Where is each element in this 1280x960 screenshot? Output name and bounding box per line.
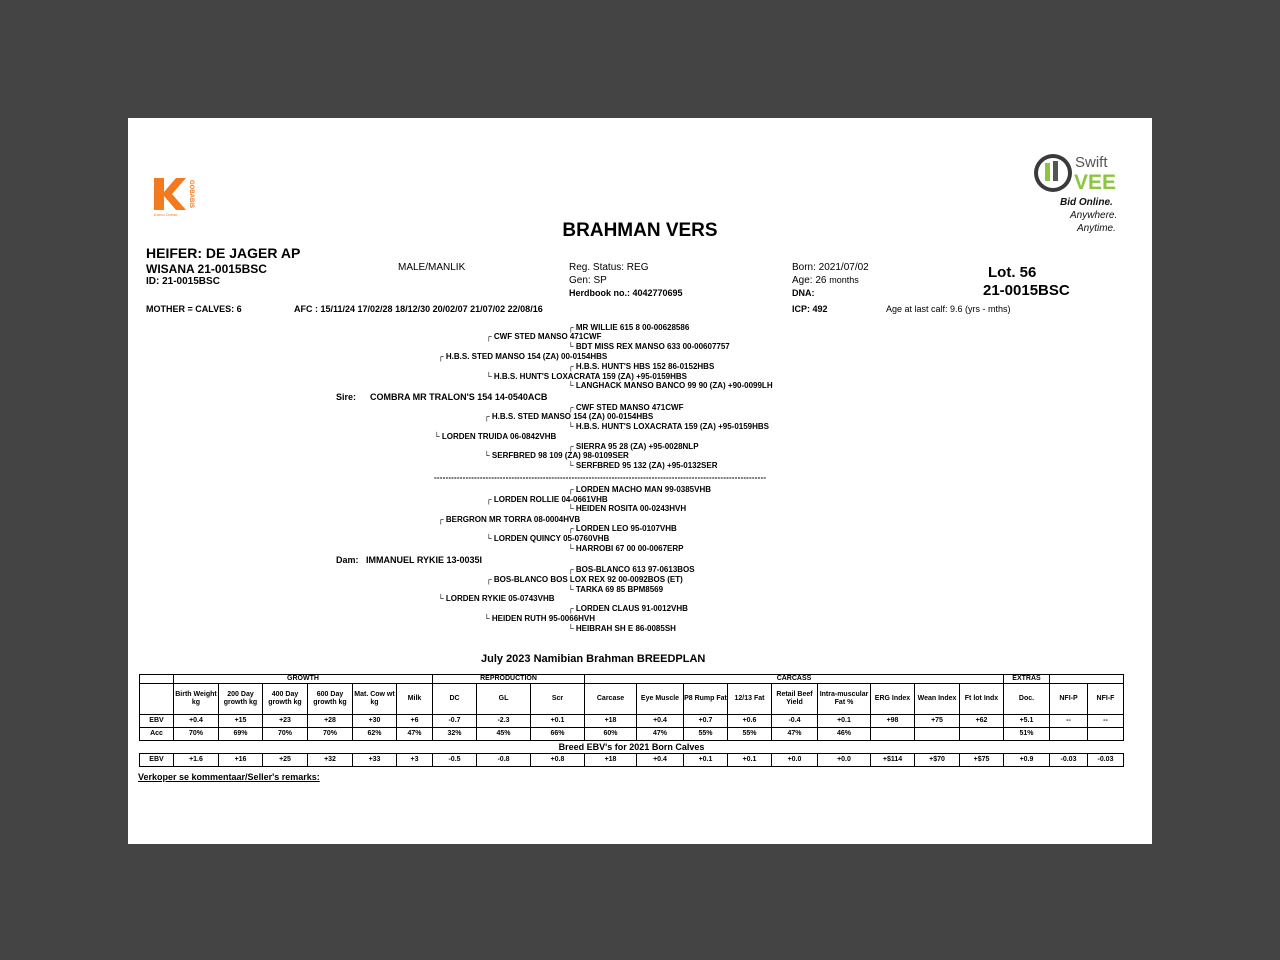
column-header: NFI-F [1088, 684, 1124, 715]
table-cell: 45% [477, 728, 531, 741]
pedigree-line: ┌ CWF STED MANSO 471CWF [568, 403, 684, 412]
group-header: EXTRAS [1004, 675, 1050, 684]
lot-number: Lot. 56 [988, 264, 1037, 281]
group-header [1050, 675, 1124, 684]
table-cell: -0.5 [433, 754, 477, 767]
pedigree-line: ┌ SIERRA 95 28 (ZA) +95-0028NLP [568, 442, 699, 451]
group-header: GROWTH [174, 675, 433, 684]
pedigree-line: └ H.B.S. HUNT'S LOXACRATA 159 (ZA) +95-0159HBS [568, 422, 770, 431]
table-cell: +75 [915, 715, 960, 728]
animal-sex: MALE/MANLIK [398, 262, 466, 273]
mother-calves: MOTHER = CALVES: 6 [146, 304, 242, 314]
dna: DNA: [792, 288, 815, 298]
column-header: 12/13 Fat [728, 684, 772, 715]
pedigree-line: ┌ H.B.S. HUNT'S HBS 152 86-0152HBS [568, 362, 715, 371]
pedigree-line: ┌ BERGRON MR TORRA 08-0004HVB [438, 515, 581, 524]
table-cell: +5.1 [1004, 715, 1050, 728]
pedigree-line: ┌ MR WILLIE 615 8 00-00628586 [568, 323, 690, 332]
table-cell: +0.9 [1004, 754, 1050, 767]
pedigree-line: └ HEIDEN ROSITA 00-0243HVH [568, 504, 687, 513]
pedigree-line: └ LORDEN RYKIE 05-0743VHB [438, 594, 555, 603]
table-row [140, 715, 1124, 728]
table-cell: 46% [818, 728, 871, 741]
column-header: Ft lot Indx [960, 684, 1004, 715]
column-header: 600 Day growth kg [308, 684, 353, 715]
table-cell: +15 [219, 715, 263, 728]
table-cell: +18 [585, 715, 637, 728]
breedplan-title: July 2023 Namibian Brahman BREEDPLAN [481, 653, 706, 665]
table-cell: +6 [397, 715, 433, 728]
table-cell: +28 [308, 715, 353, 728]
table-cell: +32 [308, 754, 353, 767]
table-cell: +0.1 [684, 754, 728, 767]
sire-name: COMBRA MR TRALON'S 154 14-0540ACB [370, 392, 548, 402]
pedigree-line: └ SERFBRED 95 132 (ZA) +95-0132SER [568, 461, 718, 470]
dam-label: Dam: [336, 555, 359, 565]
table-cell: +1.6 [174, 754, 219, 767]
group-header: CARCASS [585, 675, 1004, 684]
svg-text:Bid Online.: Bid Online. [1060, 197, 1113, 208]
table-row [140, 728, 1124, 741]
pedigree-line: └ H.B.S. HUNT'S LOXACRATA 159 (ZA) +95-0159HBS [486, 372, 688, 381]
born-date: Born: 2021/07/02 [792, 262, 869, 273]
document-title: BRAHMAN VERS [562, 220, 718, 241]
pedigree-line: ┌ H.B.S. STED MANSO 154 (ZA) 00-0154HBS [438, 352, 608, 361]
pedigree-line: └ BDT MISS REX MANSO 633 00-00607757 [568, 342, 730, 351]
column-header: Scr [531, 684, 585, 715]
table-cell [960, 728, 1004, 741]
table-cell: -0.03 [1050, 754, 1088, 767]
column-header: P8 Rump Fat [684, 684, 728, 715]
table-cell: +25 [263, 754, 308, 767]
pedigree-line: └ LORDEN QUINCY 05-0760VHB [486, 534, 610, 543]
column-header: 200 Day growth kg [219, 684, 263, 715]
lot-id: 21-0015BSC [983, 282, 1070, 299]
pedigree-line: └ SERFBRED 98 109 (ZA) 98-0109SER [484, 451, 629, 460]
table-cell: 70% [263, 728, 308, 741]
table-cell: +0.6 [728, 715, 772, 728]
table-cell: EBV [140, 715, 174, 728]
svg-text:Karoo Ochse: Karoo Ochse [154, 212, 178, 217]
column-header-row [140, 684, 1124, 715]
seller-remarks-label: Verkoper se kommentaar/Seller's remarks: [138, 772, 320, 782]
table-cell: 70% [308, 728, 353, 741]
column-header: Eye Muscle [637, 684, 684, 715]
breed-row [140, 754, 1124, 767]
heifer-label: HEIFER: DE JAGER AP [146, 245, 301, 261]
pedigree-line: └ HARROBI 67 00 00-0067ERP [568, 544, 684, 553]
table-cell [1050, 728, 1088, 741]
pedigree-line: ┌ H.B.S. STED MANSO 154 (ZA) 00-0154HBS [484, 412, 654, 421]
table-cell: +3 [397, 754, 433, 767]
column-header: DC [433, 684, 477, 715]
table-cell: -0.4 [772, 715, 818, 728]
table-cell: +62 [960, 715, 1004, 728]
table-cell: -- [1050, 715, 1088, 728]
table-cell [915, 728, 960, 741]
column-header: Retail Beef Yield [772, 684, 818, 715]
table-cell: +16 [219, 754, 263, 767]
table-cell: EBV [140, 754, 174, 767]
table-cell: Acc [140, 728, 174, 741]
table-cell: +30 [353, 715, 397, 728]
dam-name: IMMANUEL RYKIE 13-0035I [366, 555, 483, 565]
table-cell [871, 728, 915, 741]
pedigree-line: ┌ LORDEN CLAUS 91-0012VHB [568, 604, 688, 613]
breed-title-row [140, 741, 1124, 754]
table-cell: +$114 [871, 754, 915, 767]
pedigree-line: └ LANGHACK MANSO BANCO 99 90 (ZA) +90-0099LH [568, 381, 773, 390]
table-cell: -0.03 [1088, 754, 1124, 767]
column-header: ERG Index [871, 684, 915, 715]
table-cell: 47% [397, 728, 433, 741]
pedigree-line: ┌ LORDEN MACHO MAN 99-0385VHB [568, 485, 712, 494]
table-cell: 66% [531, 728, 585, 741]
pedigree-line: ┌ LORDEN LEO 95-0107VHB [568, 524, 677, 533]
column-header: Milk [397, 684, 433, 715]
pedigree-separator: -------------------------------------------------------------------------------------------------------------------- [434, 473, 767, 482]
table-cell: +18 [585, 754, 637, 767]
breed-ebv-title: Breed EBV's for 2021 Born Calves [140, 741, 1124, 754]
column-header: 400 Day growth kg [263, 684, 308, 715]
column-header: Wean Index [915, 684, 960, 715]
table-cell: 32% [433, 728, 477, 741]
table-cell: +0.1 [531, 715, 585, 728]
age-value: Age: 26 [792, 275, 827, 286]
document-sheet [128, 118, 1152, 844]
pedigree-line: ┌ BOS-BLANCO BOS LOX REX 92 00-0092BOS (ET) [486, 575, 683, 584]
svg-text:Anytime.: Anytime. [1077, 223, 1116, 234]
table-cell: +0.8 [531, 754, 585, 767]
table-cell: +23 [263, 715, 308, 728]
column-header: NFI-P [1050, 684, 1088, 715]
group-header [140, 675, 174, 684]
age-last-calf: Age at last calf: 9.6 (yrs - mths) [886, 304, 1011, 314]
table-cell: +0.4 [637, 754, 684, 767]
table-cell: +0.7 [684, 715, 728, 728]
table-cell: +$75 [960, 754, 1004, 767]
table-cell: 47% [772, 728, 818, 741]
svg-text:Swift: Swift [1075, 154, 1108, 171]
age [792, 275, 859, 286]
table-cell: -0.8 [477, 754, 531, 767]
svg-text:GOBABIS: GOBABIS [188, 180, 194, 209]
group-header-row [140, 675, 1124, 684]
table-cell: +33 [353, 754, 397, 767]
group-header: REPRODUCTION [433, 675, 585, 684]
table-cell [1088, 728, 1124, 741]
icp: ICP: 492 [792, 304, 828, 314]
column-header: Carcase [585, 684, 637, 715]
svg-text:VEE: VEE [1074, 171, 1117, 194]
table-cell: 60% [585, 728, 637, 741]
table-cell: -2.3 [477, 715, 531, 728]
column-header: Mat. Cow wt kg [353, 684, 397, 715]
animal-name: WISANA 21-0015BSC [146, 262, 267, 276]
table-cell: +0.0 [818, 754, 871, 767]
table-cell: -- [1088, 715, 1124, 728]
pedigree-line: ┌ LORDEN ROLLIE 04-0661VHB [486, 495, 608, 504]
table-cell: +0.0 [772, 754, 818, 767]
column-header: Doc. [1004, 684, 1050, 715]
gen: Gen: SP [569, 275, 607, 286]
breedplan-table [139, 674, 1124, 767]
column-header: GL [477, 684, 531, 715]
pedigree-line: └ LORDEN TRUIDA 06-0842VHB [434, 432, 557, 441]
sire-label: Sire: [336, 392, 357, 402]
pedigree-line: └ TARKA 69 85 BPM8569 [568, 585, 664, 594]
column-header: Birth Weight kg [174, 684, 219, 715]
pedigree-line: └ HEIBRAH SH E 86-0085SH [568, 624, 676, 633]
table-cell: +0.1 [818, 715, 871, 728]
table-cell: +0.4 [174, 715, 219, 728]
table-cell: +0.4 [637, 715, 684, 728]
table-cell: +98 [871, 715, 915, 728]
table-cell: 69% [219, 728, 263, 741]
table-cell: +0.1 [728, 754, 772, 767]
column-header [140, 684, 174, 715]
animal-id: ID: 21-0015BSC [146, 276, 220, 287]
table-cell: 55% [728, 728, 772, 741]
column-header: Intra-muscular Fat % [818, 684, 871, 715]
age-unit: months [829, 275, 859, 285]
svg-text:Anywhere.: Anywhere. [1070, 210, 1118, 221]
table-cell: 62% [353, 728, 397, 741]
table-cell: 70% [174, 728, 219, 741]
pedigree-line: ┌ CWF STED MANSO 471CWF [486, 332, 602, 341]
karoo-ochse-logo [152, 176, 204, 218]
table-cell: 55% [684, 728, 728, 741]
table-cell: -0.7 [433, 715, 477, 728]
pedigree-line: ┌ BOS-BLANCO 613 97-0613BOS [568, 565, 695, 574]
herdbook-no: Herdbook no.: 4042770695 [569, 288, 683, 298]
pedigree-line: └ HEIDEN RUTH 95-0066HVH [484, 614, 596, 623]
reg-status: Reg. Status: REG [569, 262, 649, 273]
afc-dates: AFC : 15/11/24 17/02/28 18/12/30 20/02/07 21/07/02 22/08/16 [294, 304, 543, 314]
table-cell: +$70 [915, 754, 960, 767]
table-cell: 51% [1004, 728, 1050, 741]
table-cell: 47% [637, 728, 684, 741]
